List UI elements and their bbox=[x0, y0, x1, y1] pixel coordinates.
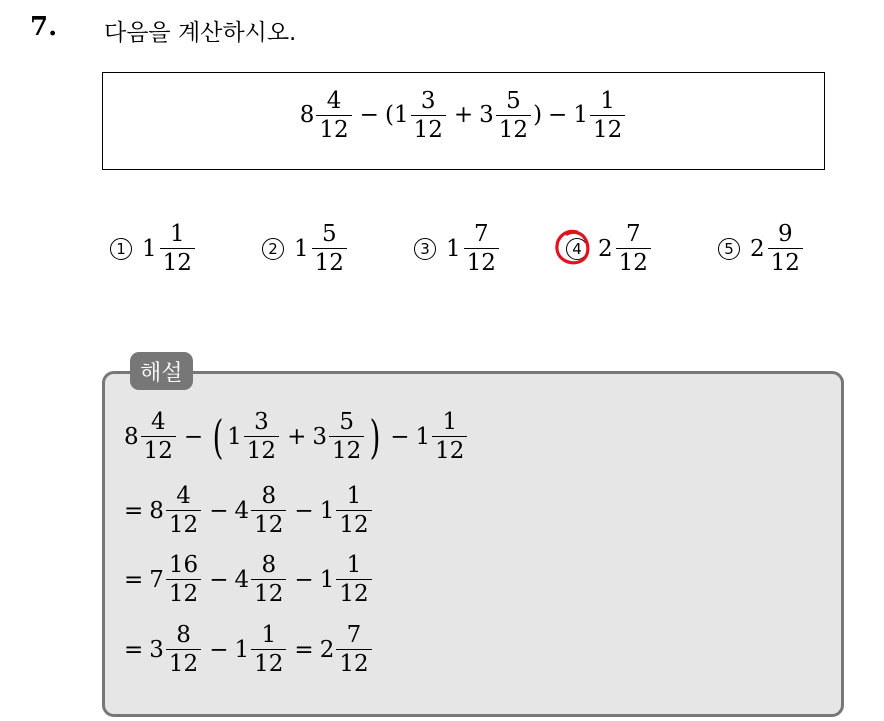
problem-expression bbox=[300, 89, 628, 142]
choice-marker: 5 bbox=[718, 238, 740, 260]
problem-box bbox=[102, 72, 825, 170]
fraction bbox=[411, 89, 446, 142]
solution-label: 해설 bbox=[130, 352, 193, 390]
fraction bbox=[336, 623, 371, 676]
numerator: 8 bbox=[261, 483, 277, 509]
solution-line-4 bbox=[124, 623, 374, 676]
minus-sign: − bbox=[359, 102, 379, 129]
choice-2[interactable] bbox=[262, 222, 349, 275]
fraction bbox=[496, 89, 531, 142]
fraction bbox=[251, 484, 286, 537]
fraction bbox=[244, 410, 279, 463]
equals-sign: = bbox=[294, 636, 314, 663]
numerator: 3 bbox=[420, 88, 436, 114]
denominator: 12 bbox=[336, 579, 371, 606]
solution-line-2 bbox=[124, 484, 374, 537]
whole-number: 4 bbox=[234, 497, 250, 524]
numerator: 5 bbox=[339, 409, 354, 435]
left-paren: ( bbox=[384, 102, 394, 129]
right-paren: ) bbox=[533, 102, 543, 129]
whole-number: 1 bbox=[142, 235, 157, 262]
choice-marker: 3 bbox=[414, 238, 436, 260]
whole-number: 1 bbox=[319, 566, 335, 593]
numerator: 1 bbox=[600, 88, 615, 114]
fraction bbox=[464, 222, 499, 275]
numerator: 7 bbox=[625, 221, 641, 247]
whole-number: 8 bbox=[149, 497, 164, 524]
whole-number: 1 bbox=[573, 102, 588, 129]
fraction bbox=[312, 222, 347, 275]
whole-number: 8 bbox=[299, 102, 315, 129]
minus-sign: − bbox=[183, 423, 204, 450]
equals-sign: = bbox=[124, 566, 144, 593]
choice-4[interactable] bbox=[566, 222, 653, 275]
denominator: 12 bbox=[166, 649, 201, 676]
plus-sign: + bbox=[453, 102, 474, 129]
denominator: 12 bbox=[160, 248, 195, 275]
question-number: 7. bbox=[30, 12, 58, 42]
whole-number: 1 bbox=[393, 102, 409, 129]
whole-number: 8 bbox=[124, 423, 139, 450]
whole-number: 4 bbox=[234, 566, 250, 593]
fraction bbox=[141, 410, 176, 463]
choice-5[interactable] bbox=[718, 222, 805, 275]
fraction bbox=[336, 484, 371, 537]
solution-line-1 bbox=[124, 410, 469, 463]
numerator: 4 bbox=[176, 483, 191, 509]
minus-sign: − bbox=[209, 636, 229, 663]
equals-sign: = bbox=[124, 497, 144, 524]
equals-sign: = bbox=[124, 636, 144, 663]
choice-3[interactable] bbox=[414, 222, 501, 275]
whole-number: 3 bbox=[149, 636, 164, 663]
whole-number: 2 bbox=[598, 235, 613, 262]
minus-sign: − bbox=[294, 497, 314, 524]
fraction bbox=[336, 553, 371, 606]
whole-number: 1 bbox=[227, 423, 242, 450]
numerator: 8 bbox=[176, 622, 191, 648]
numerator: 1 bbox=[261, 622, 277, 648]
denominator: 12 bbox=[336, 649, 371, 676]
minus-sign: − bbox=[548, 102, 568, 129]
fraction bbox=[432, 410, 467, 463]
denominator: 12 bbox=[496, 115, 531, 142]
denominator: 12 bbox=[244, 436, 279, 463]
fraction bbox=[166, 553, 201, 606]
fraction bbox=[251, 623, 286, 676]
minus-sign: − bbox=[390, 423, 410, 450]
denominator: 12 bbox=[616, 248, 651, 275]
fraction bbox=[251, 553, 286, 606]
choice-marker: 4 bbox=[566, 238, 588, 260]
denominator: 12 bbox=[432, 436, 467, 463]
numerator: 16 bbox=[168, 552, 199, 578]
fraction bbox=[316, 89, 351, 142]
whole-number: 1 bbox=[234, 636, 250, 663]
denominator: 12 bbox=[251, 649, 286, 676]
whole-number: 3 bbox=[479, 102, 494, 129]
numerator: 3 bbox=[254, 409, 269, 435]
solution-line-3 bbox=[124, 553, 374, 606]
whole-number: 2 bbox=[319, 636, 335, 663]
numerator: 9 bbox=[777, 221, 793, 247]
denominator: 12 bbox=[166, 579, 201, 606]
denominator: 12 bbox=[590, 115, 625, 142]
denominator: 12 bbox=[166, 510, 201, 537]
denominator: 12 bbox=[329, 436, 364, 463]
fraction bbox=[166, 484, 201, 537]
numerator: 8 bbox=[261, 552, 277, 578]
numerator: 7 bbox=[346, 622, 362, 648]
fraction bbox=[768, 222, 803, 275]
numerator: 1 bbox=[346, 483, 362, 509]
minus-sign: − bbox=[209, 566, 229, 593]
numerator: 1 bbox=[169, 221, 185, 247]
choice-marker: 2 bbox=[262, 238, 284, 260]
denominator: 12 bbox=[464, 248, 499, 275]
whole-number: 7 bbox=[149, 566, 164, 593]
denominator: 12 bbox=[336, 510, 371, 537]
denominator: 12 bbox=[312, 248, 347, 275]
denominator: 12 bbox=[251, 579, 286, 606]
whole-number: 1 bbox=[446, 235, 461, 262]
fraction bbox=[616, 222, 651, 275]
minus-sign: − bbox=[294, 566, 314, 593]
denominator: 12 bbox=[251, 510, 286, 537]
numerator: 7 bbox=[473, 221, 489, 247]
fraction bbox=[160, 222, 195, 275]
plus-sign: + bbox=[287, 423, 307, 450]
fraction bbox=[329, 410, 364, 463]
minus-sign: − bbox=[209, 497, 229, 524]
fraction bbox=[166, 623, 201, 676]
numerator: 5 bbox=[506, 88, 521, 114]
denominator: 12 bbox=[316, 115, 351, 142]
whole-number: 3 bbox=[312, 423, 327, 450]
numerator: 1 bbox=[442, 409, 458, 435]
whole-number: 1 bbox=[294, 235, 309, 262]
numerator: 4 bbox=[326, 88, 342, 114]
denominator: 12 bbox=[141, 436, 176, 463]
fraction bbox=[590, 89, 625, 142]
numerator: 1 bbox=[346, 552, 362, 578]
choice-1[interactable] bbox=[110, 222, 197, 275]
right-paren: ) bbox=[369, 409, 381, 464]
whole-number: 2 bbox=[750, 235, 765, 262]
whole-number: 1 bbox=[319, 497, 335, 524]
numerator: 5 bbox=[321, 221, 337, 247]
numerator: 4 bbox=[150, 409, 166, 435]
whole-number: 1 bbox=[415, 423, 431, 450]
denominator: 12 bbox=[411, 115, 446, 142]
left-paren: ( bbox=[212, 409, 224, 464]
question-instruction: 다음을 계산하시오. bbox=[104, 20, 297, 46]
choice-marker: 1 bbox=[110, 238, 132, 260]
denominator: 12 bbox=[768, 248, 803, 275]
